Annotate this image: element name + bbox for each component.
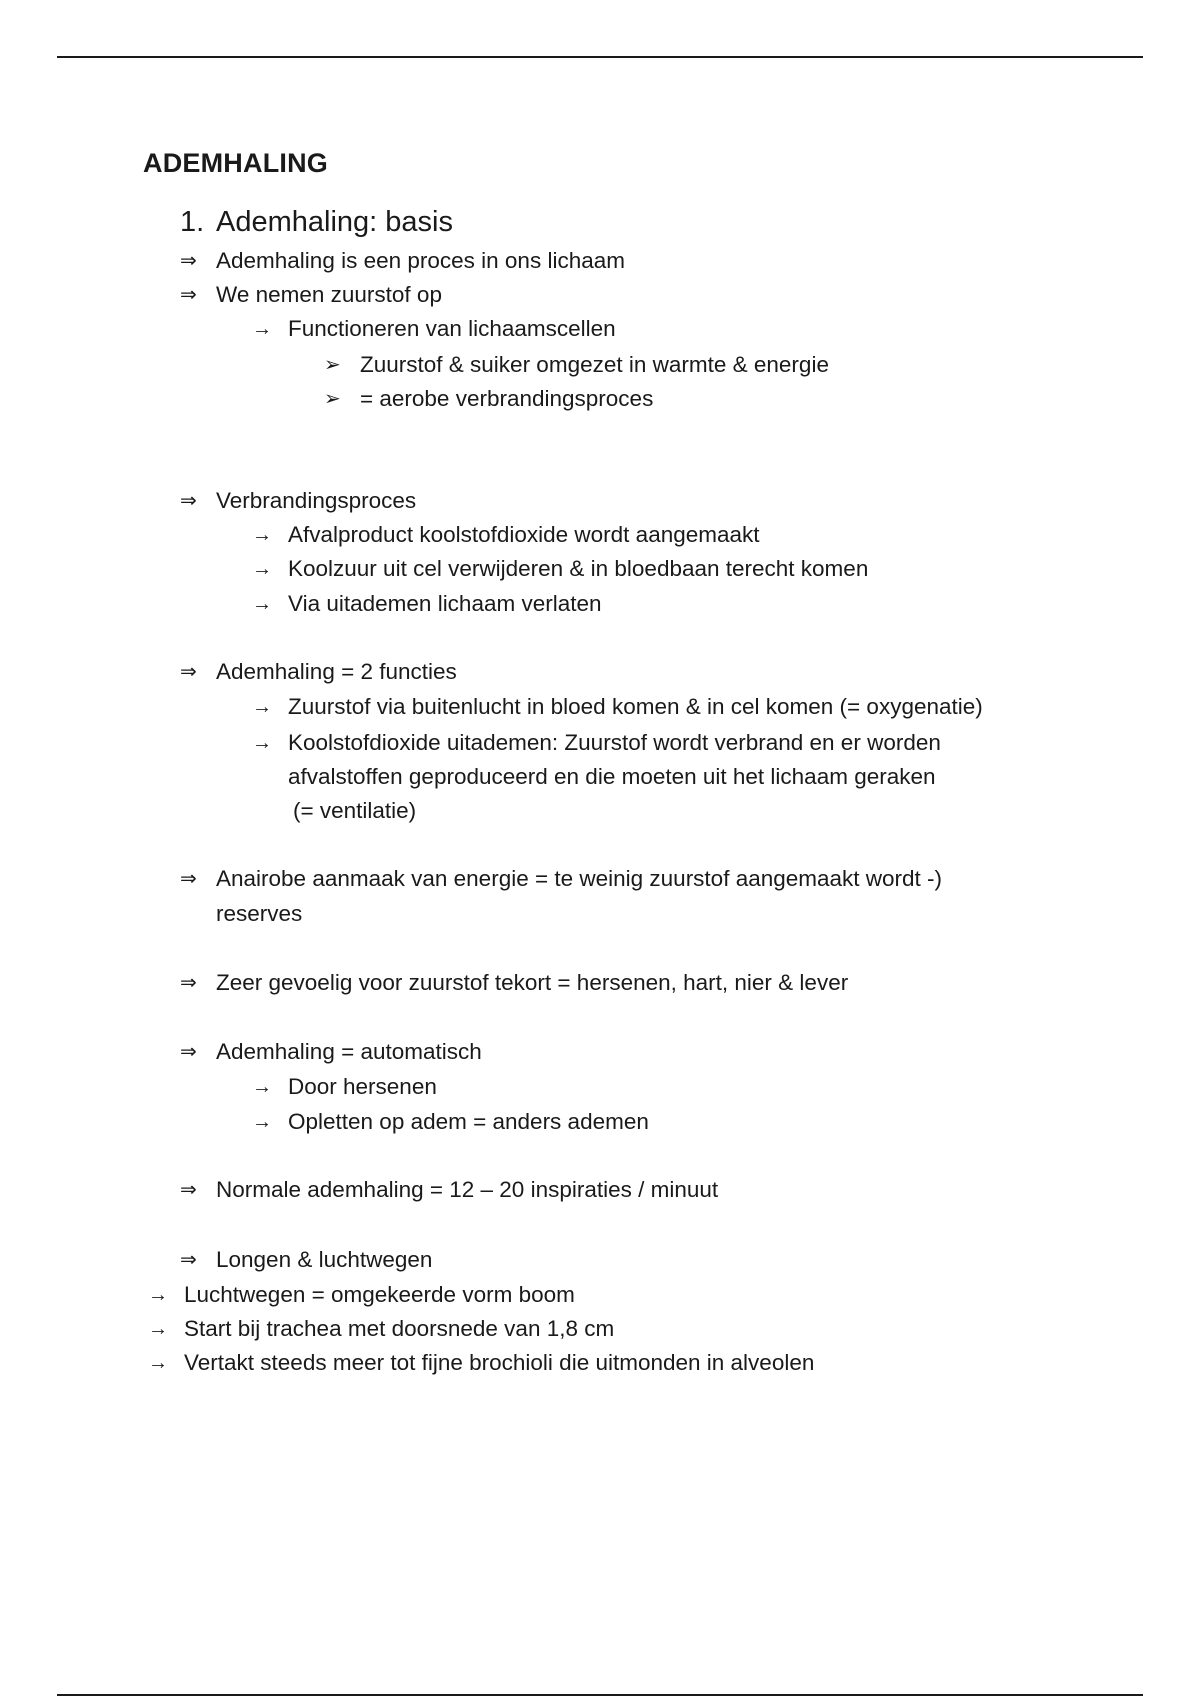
bullet-text: Ademhaling = automatisch [216,1039,482,1064]
arrow-icon: → [252,696,272,718]
bullet-text: Functioneren van lichaamscellen [288,316,616,341]
bullet-text: Via uitademen lichaam verlaten [288,591,602,616]
bullet-text: Zuurstof via buitenlucht in bloed komen & in cel komen (= oxygenatie) [288,694,983,719]
bullet-text: Zeer gevoelig voor zuurstof tekort = hersenen, hart, nier & lever [216,970,849,995]
bullet-text: Koolzuur uit cel verwijderen & in bloedbaan terecht komen [288,556,869,581]
bullet-text: We nemen zuurstof op [216,282,442,307]
arrow-icon: → [252,732,272,754]
arrow-icon: → [252,558,272,580]
arrow-icon: → [148,1352,168,1374]
bullet-text: (= ventilatie) [293,798,417,823]
double-arrow-icon: ⇒ [180,490,197,512]
bullet-text: Vertakt steeds meer tot fijne brochioli die uitmonden in alveolen [184,1350,815,1375]
bullet-text: Afvalproduct koolstofdioxide wordt aangemaakt [288,522,760,547]
bullet-text: Zuurstof & suiker omgezet in warmte & energie [360,352,829,377]
arrow-icon: → [252,524,272,546]
bullet-text: Normale ademhaling = 12 – 20 inspiraties / minuut [216,1177,719,1202]
arrow-icon: → [252,318,272,340]
bullet-text: Ademhaling is een proces in ons lichaam [216,248,625,273]
bullet-text: Opletten op adem = anders ademen [288,1109,649,1134]
arrow-icon: → [252,593,272,615]
double-arrow-icon: ⇒ [180,1179,197,1201]
double-arrow-icon: ⇒ [180,284,197,306]
arrow-icon: → [148,1284,168,1306]
section-number: 1. [180,206,205,238]
bullet-text: Ademhaling = 2 functies [216,659,457,684]
bullet-text: Longen & luchtwegen [216,1247,433,1272]
bullet-text: Luchtwegen = omgekeerde vorm boom [184,1282,575,1307]
bullet-text: Anairobe aanmaak van energie = te weinig zuurstof aangemaakt wordt -) [216,866,943,891]
header-rule [57,56,1143,58]
triangle-bullet-icon: ➢ [324,388,341,410]
bullet-text: Door hersenen [288,1074,437,1099]
double-arrow-icon: ⇒ [180,972,197,994]
bullet-text: Verbrandingsproces [216,488,417,513]
arrow-icon: → [252,1076,272,1098]
arrow-icon: → [252,1111,272,1133]
bullet-text: Koolstofdioxide uitademen: Zuurstof wordt verbrand en er worden [288,730,941,755]
footer-rule [57,1694,1143,1696]
arrow-icon: → [148,1318,168,1340]
section-title: Ademhaling: basis [216,206,453,238]
double-arrow-icon: ⇒ [180,1249,197,1271]
double-arrow-icon: ⇒ [180,250,197,272]
bullet-text: = aerobe verbrandingsproces [360,386,654,411]
bullet-text: afvalstoffen geproduceerd en die moeten uit het lichaam geraken [288,764,936,789]
double-arrow-icon: ⇒ [180,1041,197,1063]
triangle-bullet-icon: ➢ [324,354,341,376]
bullet-text: Start bij trachea met doorsnede van 1,8 cm [184,1316,615,1341]
bullet-text: reserves [216,901,303,926]
document-title: ADEMHALING [143,148,328,178]
double-arrow-icon: ⇒ [180,868,197,890]
double-arrow-icon: ⇒ [180,661,197,683]
